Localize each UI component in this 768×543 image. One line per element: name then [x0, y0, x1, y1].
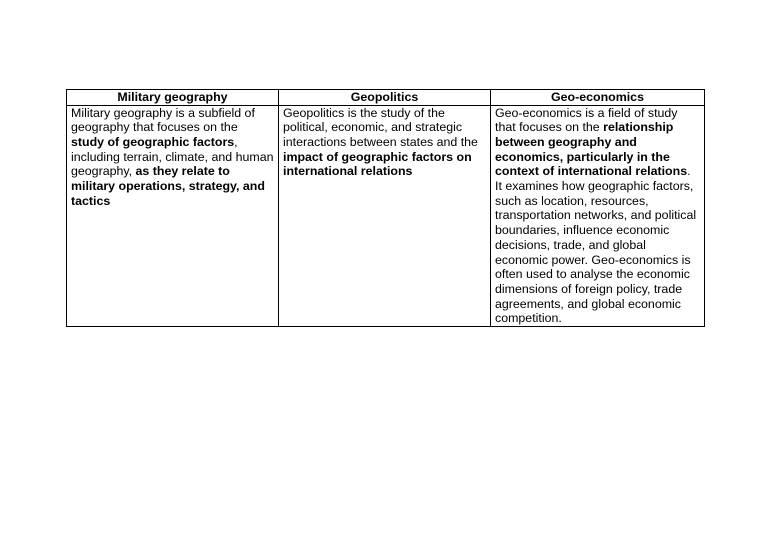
cell-text-bold: impact of geographic factors on international relations — [283, 149, 472, 179]
header-military-geography: Military geography — [67, 90, 279, 106]
table-header-row — [67, 90, 705, 106]
cell-text: Military geography is a subfield of geography that focuses on the — [71, 105, 255, 135]
header-geo-economics: Geo-economics — [491, 90, 705, 106]
cell-geo-economics — [491, 105, 705, 327]
cell-geopolitics — [279, 105, 491, 327]
comparison-table — [66, 89, 705, 327]
cell-text: , including terrain, climate, and human geography, — [71, 134, 274, 179]
cell-text-bold: relationship between geography and economics, particularly in the context of international relations — [495, 120, 688, 179]
cell-military-geography — [67, 105, 279, 327]
header-geopolitics: Geopolitics — [279, 90, 491, 106]
cell-text: . It examines how geographic factors, such as location, resources, transportation networks, and political boundaries, influence economic decisions, trade, and global economic power. Geo-economics is often used to analyse the economic dimensions of foreign policy, trade agreements, and global economic competition. — [495, 164, 697, 326]
table-row — [67, 105, 705, 327]
cell-text: Geo-economics is a field of study that focuses on the — [495, 105, 678, 135]
cell-text-bold: study of geographic factors — [71, 134, 235, 149]
cell-text: Geopolitics is the study of the political, economic, and strategic interactions between states and the — [283, 105, 478, 149]
cell-text-bold: as they relate to military operations, strategy, and tactics — [71, 164, 265, 208]
